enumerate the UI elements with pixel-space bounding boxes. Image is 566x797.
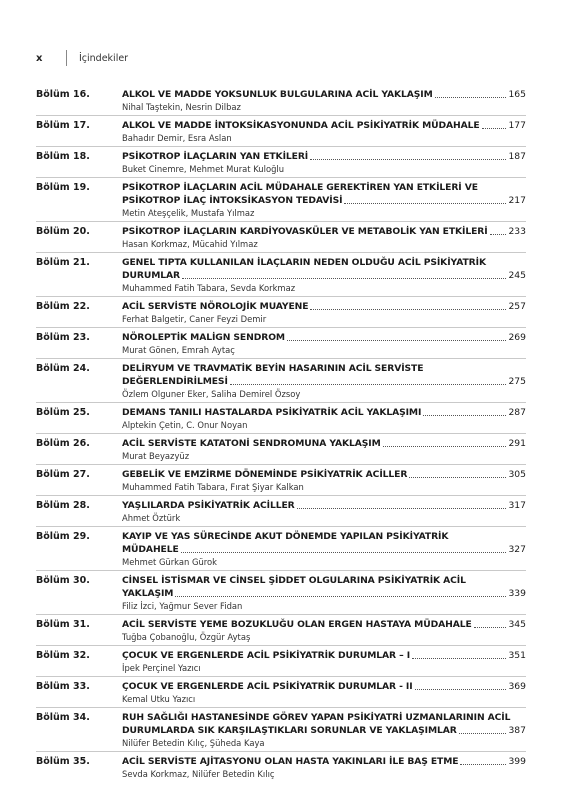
title-line <box>122 499 526 512</box>
chapter-authors: Alptekin Çetin, C. Onur Noyan <box>122 420 248 430</box>
entry-separator <box>36 252 526 253</box>
title-line <box>122 150 526 163</box>
title-line <box>122 375 526 388</box>
entry-body <box>122 225 526 250</box>
chapter-authors: Metin Ateşçelik, Mustafa Yılmaz <box>122 208 255 218</box>
entry-separator <box>36 358 526 359</box>
entry-separator <box>36 526 526 527</box>
entry-separator <box>36 115 526 116</box>
title-line <box>122 618 526 631</box>
dot-leader <box>490 234 507 235</box>
entry-separator <box>36 433 526 434</box>
page-ref: 317 <box>508 500 526 511</box>
toc-entry <box>36 150 526 175</box>
chapter-authors: Bahadır Demir, Esra Aslan <box>122 133 232 143</box>
toc-entry <box>36 468 526 493</box>
chapter-authors: Özlem Olguner Eker, Saliha Demirel Özsoy <box>122 389 301 399</box>
chapter-authors: Ahmet Öztürk <box>122 513 181 523</box>
toc-entry <box>36 181 526 219</box>
dot-leader <box>344 203 506 204</box>
chapter-title: ACİL SERVİSTE AJİTASYONU OLAN HASTA YAKINLARI İLE BAŞ ETME <box>122 756 459 767</box>
chapter-title: PSİKOTROP İLAÇLARIN YAN ETKİLERİ <box>122 151 309 162</box>
dot-leader <box>474 627 507 628</box>
title-line <box>122 256 526 269</box>
page-ref: 233 <box>508 226 526 237</box>
entry-separator <box>36 751 526 752</box>
chapter-title: YAŞLILARDA PSİKİYATRİK ACİLLER <box>122 500 295 511</box>
page-ref: 177 <box>508 120 526 131</box>
entry-separator <box>36 464 526 465</box>
entry-body <box>122 618 526 643</box>
title-line <box>122 225 526 238</box>
page-ref: 269 <box>508 332 526 343</box>
entry-body <box>122 530 526 568</box>
page-ref: 339 <box>508 588 526 599</box>
toc-entry <box>36 437 526 462</box>
chapter-number: Bölüm 22. <box>36 301 90 312</box>
entry-separator <box>36 570 526 571</box>
title-line <box>122 574 526 587</box>
page-ref: 369 <box>508 681 526 692</box>
page-ref: 345 <box>508 619 526 630</box>
chapter-authors: Sevda Korkmaz, Nilüfer Betedin Kılıç <box>122 769 275 779</box>
chapter-title: PSİKOTROP İLAÇ İNTOKSİKASYON TEDAVİSİ <box>122 195 343 206</box>
dot-leader <box>287 340 507 341</box>
entry-body <box>122 88 526 113</box>
entry-body <box>122 300 526 325</box>
chapter-title: DELİRYUM VE TRAVMATİK BEYİN HASARININ ACİL SERVİSTE <box>122 363 424 374</box>
toc-entry <box>36 225 526 250</box>
chapter-title: CİNSEL İSTİSMAR VE CİNSEL ŞİDDET OLGULARINA PSİKİYATRİK ACİL <box>122 575 466 586</box>
chapter-authors: Murat Gönen, Emrah Aytaç <box>122 345 235 355</box>
chapter-title: MÜDAHELE <box>122 544 179 555</box>
chapter-title: ACİL SERVİSTE YEME BOZUKLUĞU OLAN ERGEN HASTAYA MÜDAHALE <box>122 619 472 630</box>
chapter-number: Bölüm 27. <box>36 469 90 480</box>
entry-separator <box>36 495 526 496</box>
chapter-number: Bölüm 25. <box>36 407 90 418</box>
chapter-authors: Ferhat Balgetir, Caner Feyzi Demir <box>122 314 267 324</box>
chapter-number: Bölüm 16. <box>36 89 90 100</box>
title-line <box>122 724 526 737</box>
toc-entry <box>36 574 526 612</box>
title-line <box>122 269 526 282</box>
chapter-title: ACİL SERVİSTE NÖROLOJİK MUAYENE <box>122 301 309 312</box>
page-ref: 291 <box>508 438 526 449</box>
title-line <box>122 362 526 375</box>
dot-leader <box>415 689 507 690</box>
entry-body <box>122 362 526 400</box>
chapter-title: GENEL TIPTA KULLANILAN İLAÇLARIN NEDEN OLDUĞU ACİL PSİKİYATRİK <box>122 257 486 268</box>
chapter-number: Bölüm 31. <box>36 619 90 630</box>
chapter-title: RUH SAĞLIĞI HASTANESİNDE GÖREV YAPAN PSİKİYATRİ UZMANLARININ ACİL <box>122 712 511 723</box>
entry-body <box>122 468 526 493</box>
entry-body <box>122 437 526 462</box>
dot-leader <box>383 446 507 447</box>
chapter-number: Bölüm 35. <box>36 756 90 767</box>
page-ref: 351 <box>508 650 526 661</box>
entry-separator <box>36 645 526 646</box>
toc-entry <box>36 406 526 431</box>
toc-entry <box>36 618 526 643</box>
entry-body <box>122 119 526 144</box>
toc-entry <box>36 680 526 705</box>
chapter-title: DEMANS TANILI HASTALARDA PSİKİYATRİK ACİL YAKLAŞIMI <box>122 407 422 418</box>
toc-entry <box>36 711 526 749</box>
title-line <box>122 88 526 101</box>
entry-separator <box>36 327 526 328</box>
toc-entry <box>36 530 526 568</box>
chapter-title: KAYIP VE YAS SÜRECİNDE AKUT DÖNEMDE YAPILAN PSİKİYATRİK <box>122 531 449 542</box>
title-line <box>122 530 526 543</box>
entry-separator <box>36 676 526 677</box>
chapter-title: DEĞERLENDİRİLMESİ <box>122 376 228 387</box>
toc-entry <box>36 331 526 356</box>
chapter-authors: Kemal Utku Yazıcı <box>122 694 196 704</box>
chapter-number: Bölüm 18. <box>36 151 90 162</box>
chapter-title: DURUMLAR <box>122 270 181 281</box>
chapter-title: ALKOL VE MADDE YOKSUNLUK BULGULARINA ACİL YAKLAŞIM <box>122 89 433 100</box>
chapter-authors: Muhammed Fatih Tabara, Sevda Korkmaz <box>122 283 296 293</box>
chapter-number: Bölüm 34. <box>36 712 90 723</box>
chapter-authors: Nilüfer Betedin Kılıç, Şüheda Kaya <box>122 738 265 748</box>
chapter-title: ALKOL VE MADDE İNTOKSİKASYONUNDA ACİL PSİKİYATRİK MÜDAHALE <box>122 120 480 131</box>
chapter-title: DURUMLARDA SIK KARŞILAŞTIKLARI SORUNLAR VE YAKLAŞIMLAR <box>122 725 457 736</box>
title-line <box>122 181 526 194</box>
page-ref: 165 <box>508 89 526 100</box>
chapter-authors: Filiz İzci, Yağmur Sever Fidan <box>122 601 243 611</box>
title-line <box>122 468 526 481</box>
header-divider <box>66 50 67 66</box>
toc-entry <box>36 88 526 113</box>
entry-body <box>122 256 526 294</box>
chapter-number: Bölüm 33. <box>36 681 90 692</box>
chapter-number: Bölüm 21. <box>36 257 90 268</box>
dot-leader <box>459 733 507 734</box>
chapter-authors: Hasan Korkmaz, Mücahid Yılmaz <box>122 239 258 249</box>
title-line <box>122 119 526 132</box>
chapter-authors: Buket Cinemre, Mehmet Murat Kuloğlu <box>122 164 285 174</box>
page-number: x <box>36 52 43 64</box>
chapter-title: GEBELİK VE EMZİRME DÖNEMİNDE PSİKİYATRİK ACİLLER <box>122 469 408 480</box>
page-ref: 305 <box>508 469 526 480</box>
dot-leader <box>297 508 507 509</box>
chapter-number: Bölüm 17. <box>36 120 90 131</box>
toc-entry <box>36 256 526 294</box>
chapter-title: NÖROLEPTİK MALİGN SENDROM <box>122 332 285 343</box>
dot-leader <box>435 97 507 98</box>
entry-body <box>122 499 526 524</box>
entry-separator <box>36 221 526 222</box>
dot-leader <box>310 159 506 160</box>
title-line <box>122 755 526 768</box>
chapter-title: ÇOCUK VE ERGENLERDE ACİL PSİKİYATRİK DURUMLAR - II <box>122 681 413 692</box>
dot-leader <box>182 278 506 279</box>
title-line <box>122 680 526 693</box>
page-ref: 217 <box>508 195 526 206</box>
toc-entry <box>36 649 526 674</box>
entry-separator <box>36 296 526 297</box>
page-ref: 245 <box>508 270 526 281</box>
entry-body <box>122 711 526 749</box>
chapter-authors: Murat Beyazyüz <box>122 451 190 461</box>
entry-separator <box>36 177 526 178</box>
toc-entry <box>36 755 526 780</box>
page-header <box>36 50 128 66</box>
title-line <box>122 300 526 313</box>
chapter-title: ACİL SERVİSTE KATATONİ SENDROMUNA YAKLAŞIM <box>122 438 381 449</box>
title-line <box>122 649 526 662</box>
entry-body <box>122 181 526 219</box>
toc-entry <box>36 300 526 325</box>
chapter-title: ÇOCUK VE ERGENLERDE ACİL PSİKİYATRİK DURUMLAR – I <box>122 650 411 661</box>
dot-leader <box>409 477 506 478</box>
dot-leader <box>181 552 507 553</box>
toc-entry <box>36 362 526 400</box>
dot-leader <box>482 128 507 129</box>
chapter-number: Bölüm 20. <box>36 226 90 237</box>
dot-leader <box>423 415 506 416</box>
chapter-number: Bölüm 28. <box>36 500 90 511</box>
dot-leader <box>175 596 506 597</box>
entry-body <box>122 406 526 431</box>
toc-entry <box>36 499 526 524</box>
title-line <box>122 194 526 207</box>
title-line <box>122 437 526 450</box>
title-line <box>122 587 526 600</box>
page-ref: 387 <box>508 725 526 736</box>
entry-body <box>122 574 526 612</box>
title-line <box>122 331 526 344</box>
chapter-number: Bölüm 26. <box>36 438 90 449</box>
entry-body <box>122 150 526 175</box>
chapter-number: Bölüm 24. <box>36 363 90 374</box>
page-ref: 399 <box>508 756 526 767</box>
dot-leader <box>310 309 506 310</box>
chapter-number: Bölüm 29. <box>36 531 90 542</box>
dot-leader <box>412 658 506 659</box>
table-of-contents <box>36 88 526 780</box>
entry-body <box>122 649 526 674</box>
toc-entry <box>36 119 526 144</box>
dot-leader <box>460 764 506 765</box>
chapter-authors: İpek Perçinel Yazıcı <box>122 663 201 673</box>
chapter-number: Bölüm 19. <box>36 182 90 193</box>
entry-separator <box>36 402 526 403</box>
page-ref: 275 <box>508 376 526 387</box>
page-ref: 187 <box>508 151 526 162</box>
chapter-authors: Tuğba Çobanoğlu, Özgür Aytaş <box>122 632 251 642</box>
chapter-title: PSİKOTROP İLAÇLARIN KARDİYOVASKÜLER VE METABOLİK YAN ETKİLERİ <box>122 226 488 237</box>
page-ref: 257 <box>508 301 526 312</box>
chapter-title: YAKLAŞIM <box>122 588 174 599</box>
entry-separator <box>36 614 526 615</box>
chapter-authors: Mehmet Gürkan Gürok <box>122 557 218 567</box>
entry-body <box>122 755 526 780</box>
chapter-authors: Nihal Taştekin, Nesrin Dilbaz <box>122 102 241 112</box>
chapter-number: Bölüm 30. <box>36 575 90 586</box>
entry-body <box>122 331 526 356</box>
entry-body <box>122 680 526 705</box>
chapter-number: Bölüm 32. <box>36 650 90 661</box>
chapter-title: PSİKOTROP İLAÇLARIN ACİL MÜDAHALE GEREKTİREN YAN ETKİLERİ VE <box>122 182 478 193</box>
dot-leader <box>230 384 507 385</box>
chapter-number: Bölüm 23. <box>36 332 90 343</box>
header-title: İçindekiler <box>79 52 129 64</box>
title-line <box>122 543 526 556</box>
entry-separator <box>36 707 526 708</box>
title-line <box>122 711 526 724</box>
page-ref: 287 <box>508 407 526 418</box>
page-ref: 327 <box>508 544 526 555</box>
entry-separator <box>36 146 526 147</box>
chapter-authors: Muhammed Fatih Tabara, Fırat Şiyar Kalkan <box>122 482 304 492</box>
title-line <box>122 406 526 419</box>
